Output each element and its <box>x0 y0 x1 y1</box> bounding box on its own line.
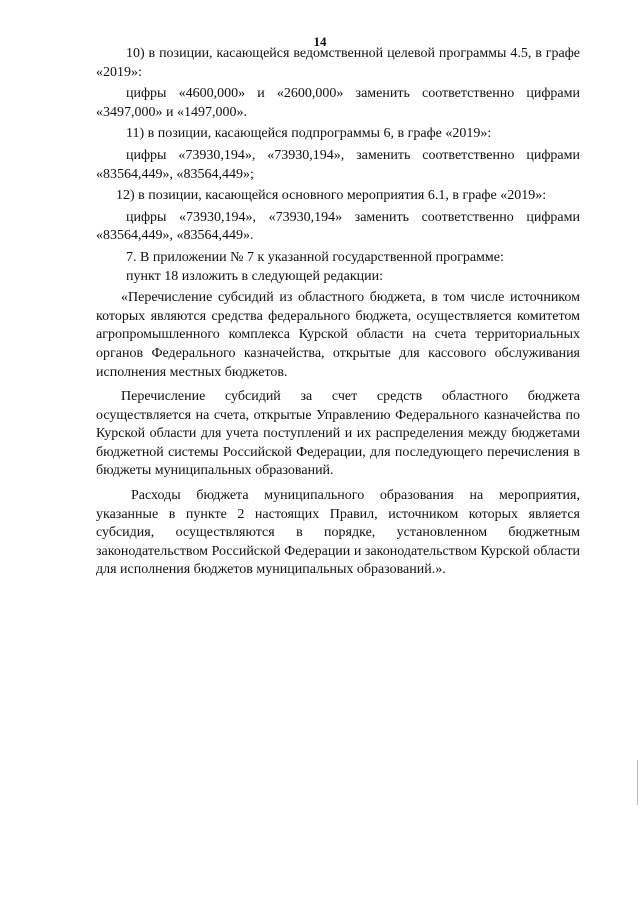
paragraph-digits-replacement-1: цифры «4600,000» и «2600,000» заменить соответственно цифрами «3497,000» и «1497,000». <box>96 86 580 120</box>
scan-edge-mark <box>637 760 638 805</box>
document-body <box>96 45 580 580</box>
page-number: 14 <box>313 34 327 49</box>
paragraph-item-12: 12) в позиции, касающейся основного мероприятия 6.1, в графе «2019»: <box>116 188 547 204</box>
paragraph-item-11: 11) в позиции, касающейся подпрограммы 6, в графе «2019»: <box>126 126 492 142</box>
paragraph-section-7: 7. В приложении № 7 к указанной государственной программе: <box>126 249 504 265</box>
paragraph-subsidy-transfer-2: Перечисление субсидий за счет средств областного бюджета осуществляется на счета, открытые Управлению Федерального казначейства по Курской области для учета поступлений и их распределения между бюджетами бюджетной системы Российской Федерации, для последующего перечисления в бюджеты муниципальных образований. <box>96 389 580 479</box>
paragraph-digits-replacement-3: цифры «73930,194», «73930,194» заменить соответственно цифрами «83564,449», «83564,449». <box>96 209 580 244</box>
paragraph-municipal-expenses: Расходы бюджета муниципального образования на мероприятия, указанные в пункте 2 настоящих Правил, источником которых является субсидия, осуществляются в порядке, установленном бюджетным законодательством Российской Федерации и законодательством Курской области для исполнения бюджетов муниципальных образований.». <box>96 488 580 578</box>
paragraph-digits-replacement-2: цифры «73930,194», «73930,194», заменить соответственно цифрами «83564,449», «83564,449»; <box>96 147 580 182</box>
paragraph-subsidy-transfer-1: «Перечисление субсидий из областного бюджета, в том числе источником которых являются средства федерального бюджета, осуществляется комитетом агропромышленного комплекса Курской области на счета территориальных органов Федерального казначейства, открытые для кассового обслуживания исполнения местных бюджетов. <box>96 290 580 380</box>
paragraph-item-10: 10) в позиции, касающейся ведомственной целевой программы 4.5, в графе «2019»: <box>96 46 580 80</box>
paragraph-point-18: пункт 18 изложить в следующей редакции: <box>126 268 383 284</box>
